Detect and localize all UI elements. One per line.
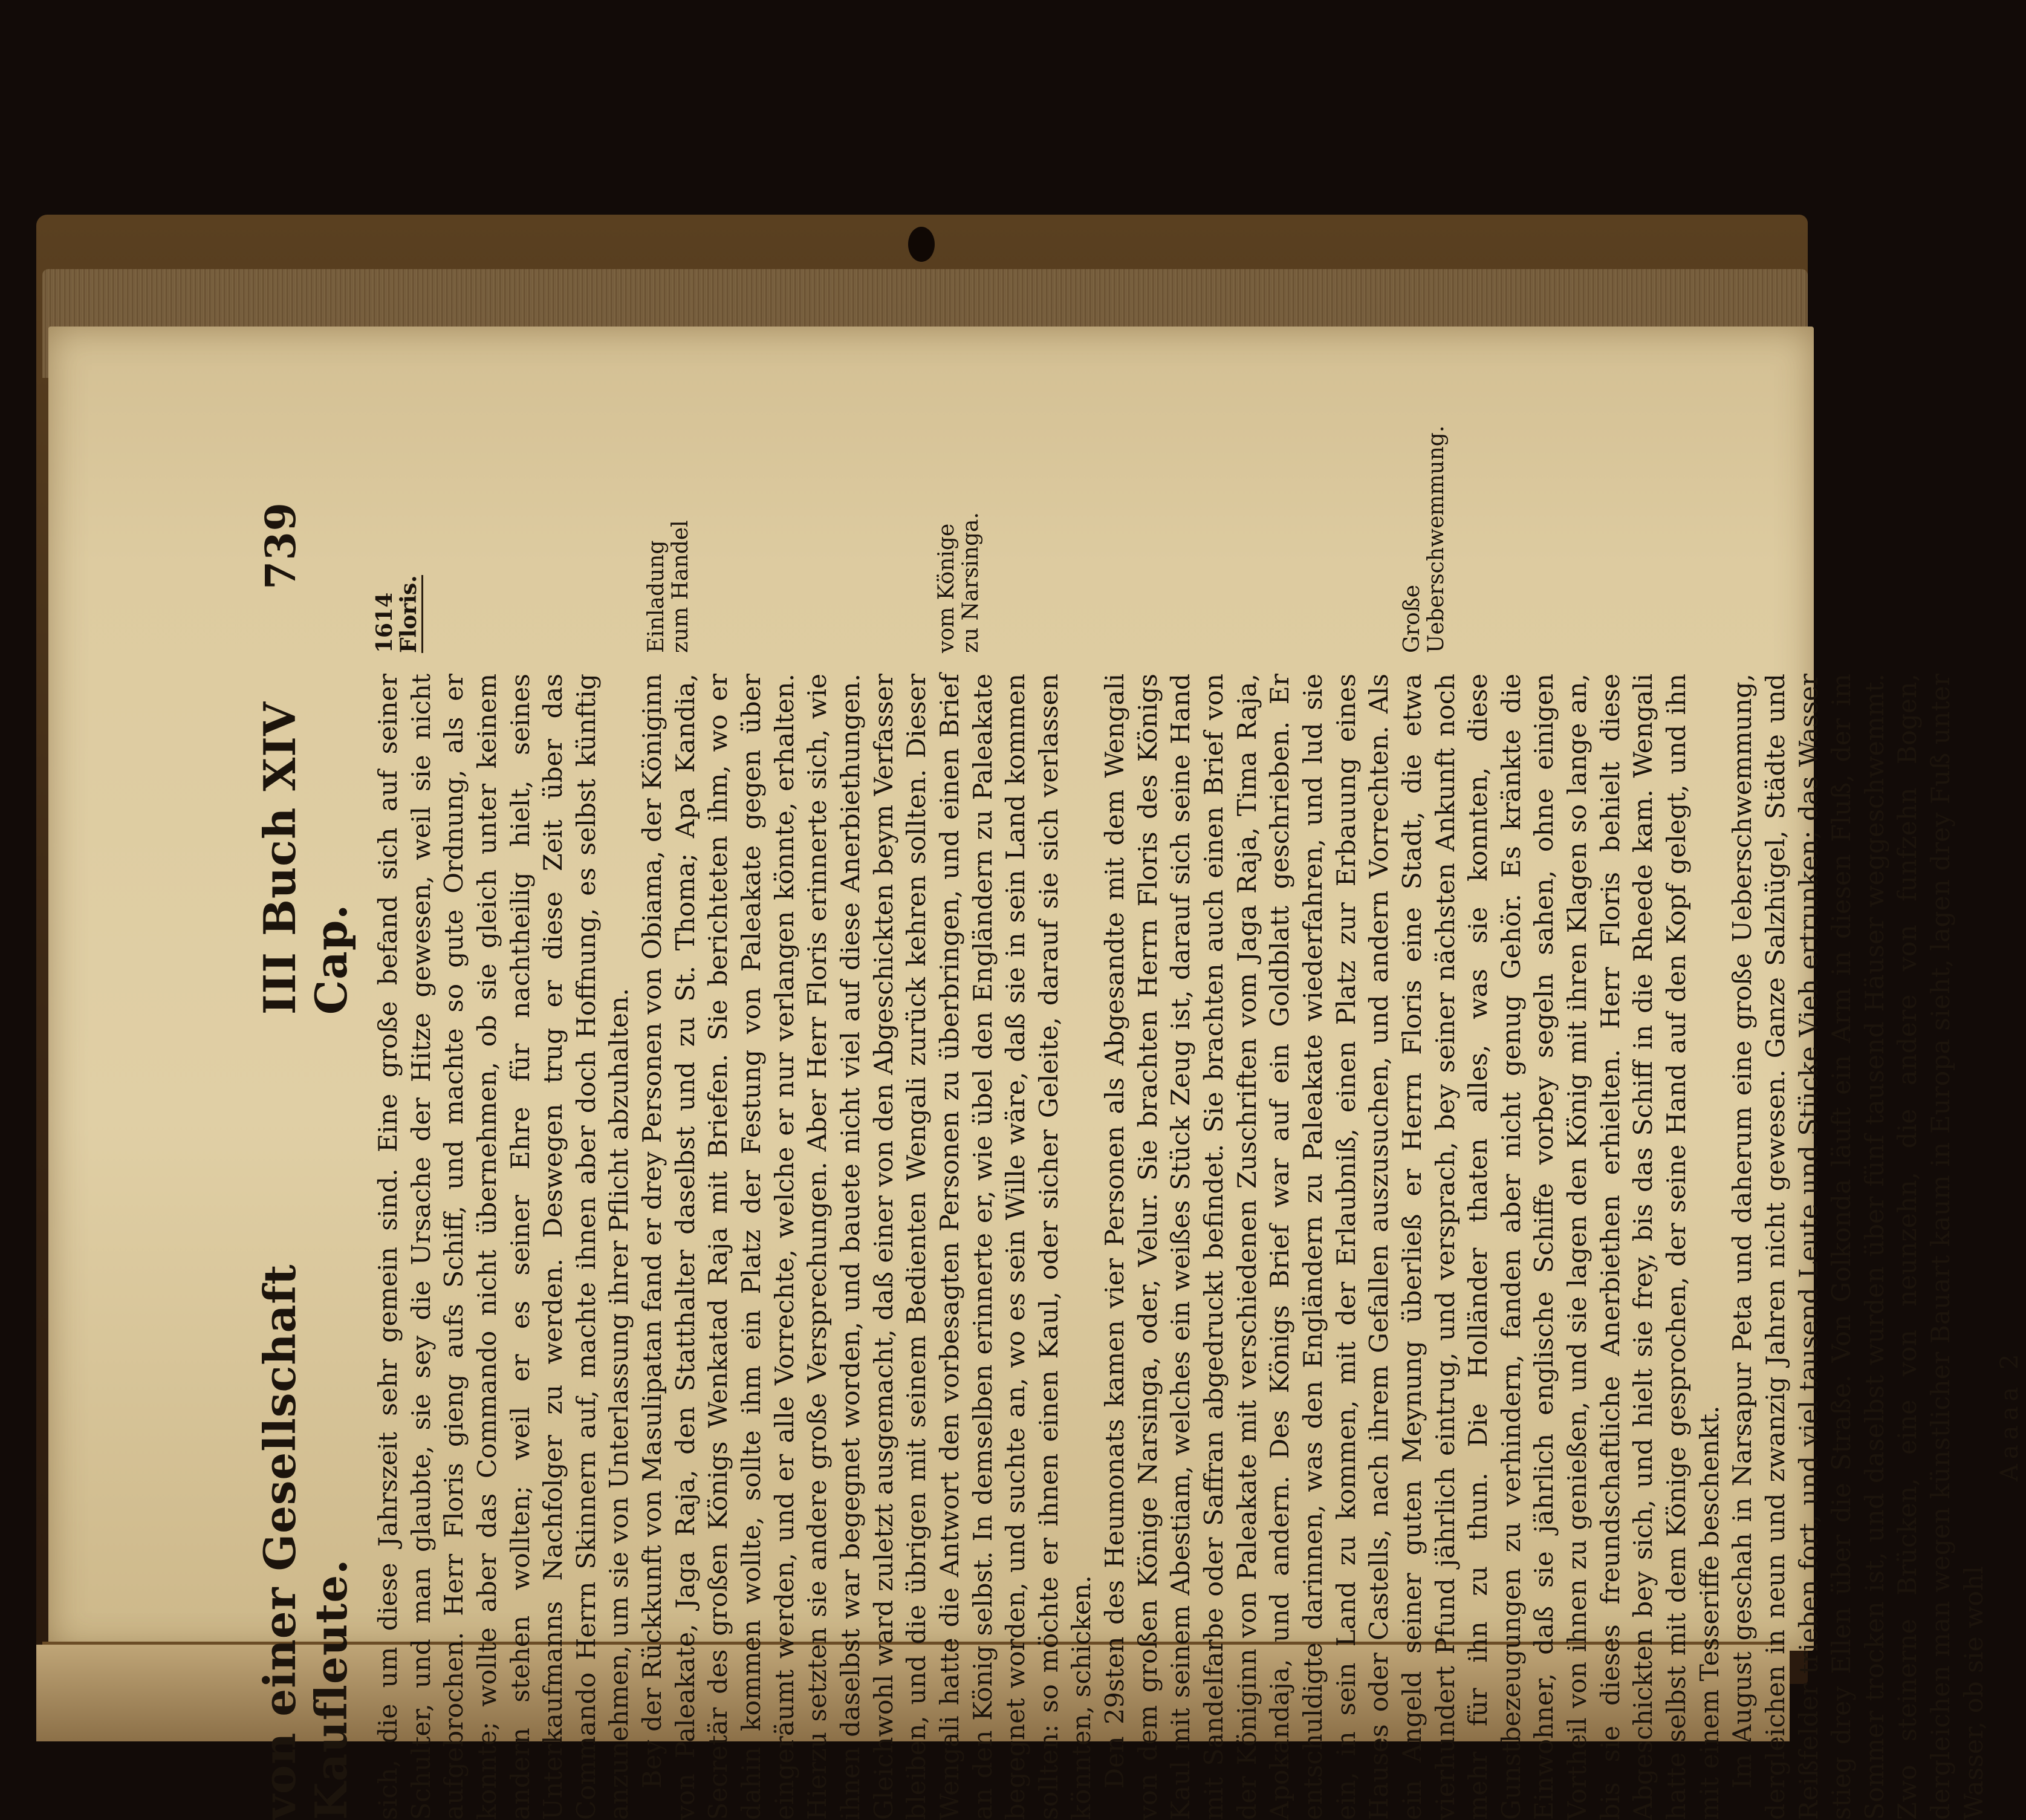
paragraph-4: Im August geschah in Narsapur Peta und daherum eine große Ueberschwemmung, dergleichen in neun und zwanzig Jahren nicht gewesen. Ganze Salzhügel, Städte und Reißfelder trieben fort, und viel tausend Leute und Stücke Vieh ertrunken; das Wasser stieg drey Ellen über die Straße. Von Golkonda läuft ein Arm in diesen Fluß, der im Sommer trocken ist, und daselbst wurden über fünf tausend Häuser weggeschwemmt. Zwo steinerne Brücken, eine von neunzehn, die andere von funfzehn Bogen, dergleichen man wegen künstlicher Bauart kaum in Europa sieht, lagen drey Fuß unter Wasser, ob sie wohl xyxy=(1728,674,1989,1820)
binding-hole xyxy=(908,227,935,262)
paragraph-3: Den 29sten des Heumonats kamen vier Personen als Abgesandte mit dem Wengali von dem großen Könige Narsinga, oder, Velur. Sie brachten Herrn Floris des Königs Kaul mit seinem Abestiam, welches ein weißes Stück Zeug ist, darauf sich seine Hand mit Sandelfarbe oder Saffran abgedruckt befindet. Sie brachten auch einen Brief von der Königinn von Paleakate mit verschiedenen Zuschriften vom Jaga Raja, Tima Raja, Apokandaja, und andern. Des Königs Brief war auf ein Goldblatt geschrieben. Er entschuldigte darinnen, was den Engländern zu Paleakate wiederfahren, und lud sie ein, in sein Land zu kommen, mit der Erlaubniß, einen Platz zur Erbauung eines Hauses oder Castells, nach ihrem Gefallen auszusuchen, und andern Vorrechten. Als ein Angeld seiner guten Meynung überließ er Herrn Floris eine Stadt, die etwa vierhundert Pfund jährlich eintrug, und versprach, bey seiner nächsten Ankunft noch mehr für ihn zu thun. Die Holländer thaten alles, was sie konnten, diese Gunstbezeugungen zu verhindern, fanden aber nicht genug Gehör. Es kränkte die Einwohner, daß sie jährlich englische Schiffe vorbey segeln sahen, ohne einigen Vortheil von ihnen zu genießen, und sie lagen den König mit ihren Klagen so lange an, bis sie dieses freundschaftliche Anerbiethen erhielten. Herr Floris behielt diese Abgeschickten bey sich, und hielt sie frey, bis das Schiff in die Rheede kam. Wengali hatte selbst mit dem Könige gesprochen, der seine Hand auf den Kopf gelegt, und ihn mit einem Tesseriffe beschenkt. xyxy=(1100,674,1725,1820)
header-title: von einer Gesellschaft Kaufleute. xyxy=(254,1264,357,1820)
margin-note-einladung: Einladung zum Handel xyxy=(644,520,693,653)
page-text-column xyxy=(254,425,2024,1820)
page-number: 739 xyxy=(257,502,305,590)
margin-note-ueberschwemmung: Große Ueberschwemmung. xyxy=(1400,425,1449,653)
paragraph-2: Bey der Rückkunft von Masulipatan fand er drey Personen von Obiama, der Königinn von Paleakate, Jaga Raja, den Statthalter daselbst und zu St. Thoma; Apa Kandia, Secretär des großen Königs Wenkatad Raja mit Briefen. Sie berichteten ihm, wo er dahin kommen wollte, sollte ihm ein Platz der Festung von Paleakate gegen über eingeräumt werden, und er alle Vorrechte, welche er nur verlangen könnte, erhalten. Hierzu setzten sie andere große Versprechungen. Aber Herr Floris erinnerte sich, wie ihnen daselbst war begegnet worden, und bauete nicht viel auf diese Anerbiethungen. Gleichwohl ward zuletzt ausgemacht, daß einer von den Abgeschickten beym Verfasser bleiben, und die übrigen mit seinem Bedienten Wengali zurück kehren sollten. Dieser Wengali hatte die Antwort den vorbesagten Personen zu überbringen, und einen Brief an den König selbst. In demselben erinnerte er, wie übel den Engländern zu Paleakate begegnet worden, und suchte an, wo es sein Wille wäre, daß sie in sein Land kommen sollten: so möchte er ihnen einen Kaul, oder sicher Geleite, darauf sie sich verlassen könnten, schicken. xyxy=(638,674,1097,1820)
margin-notes xyxy=(372,425,2026,653)
margin-note-koenige: vom Könige zu Narsinga. xyxy=(934,512,984,653)
running-header xyxy=(254,502,357,1820)
margin-name: Floris. xyxy=(397,575,423,653)
paragraph-1: sich, die um diese Jahrszeit sehr gemein sind. Eine große befand sich auf seiner Schulter, und man glaubte, sie sey die Ursache der Hitze gewesen, weil sie nicht aufgebrochen. Herr Floris gieng aufs Schiff, und machte so gute Ordnung, als er konnte; wollte aber das Commando nicht übernehmen, ob sie gleich unter keinem andern stehen wollten; weil er es seiner Ehre für nachtheilig hielt, seines Unterkaufmanns Nachfolger zu werden. Deswegen trug er diese Zeit über das Commando Herrn Skinnern auf, machte ihnen aber doch Hoffnung, es selbst künftig anzunehmen, um sie von Unterlassung ihrer Pflicht abzuhalten. xyxy=(374,674,635,1820)
header-section: III Buch XIV Cap. xyxy=(254,701,357,1015)
margin-note-year-block xyxy=(372,502,423,653)
main-text xyxy=(372,674,2026,1820)
printer-signature: Aaaaa 2 xyxy=(1996,1349,2024,1481)
margin-year: 1614 xyxy=(372,592,397,653)
